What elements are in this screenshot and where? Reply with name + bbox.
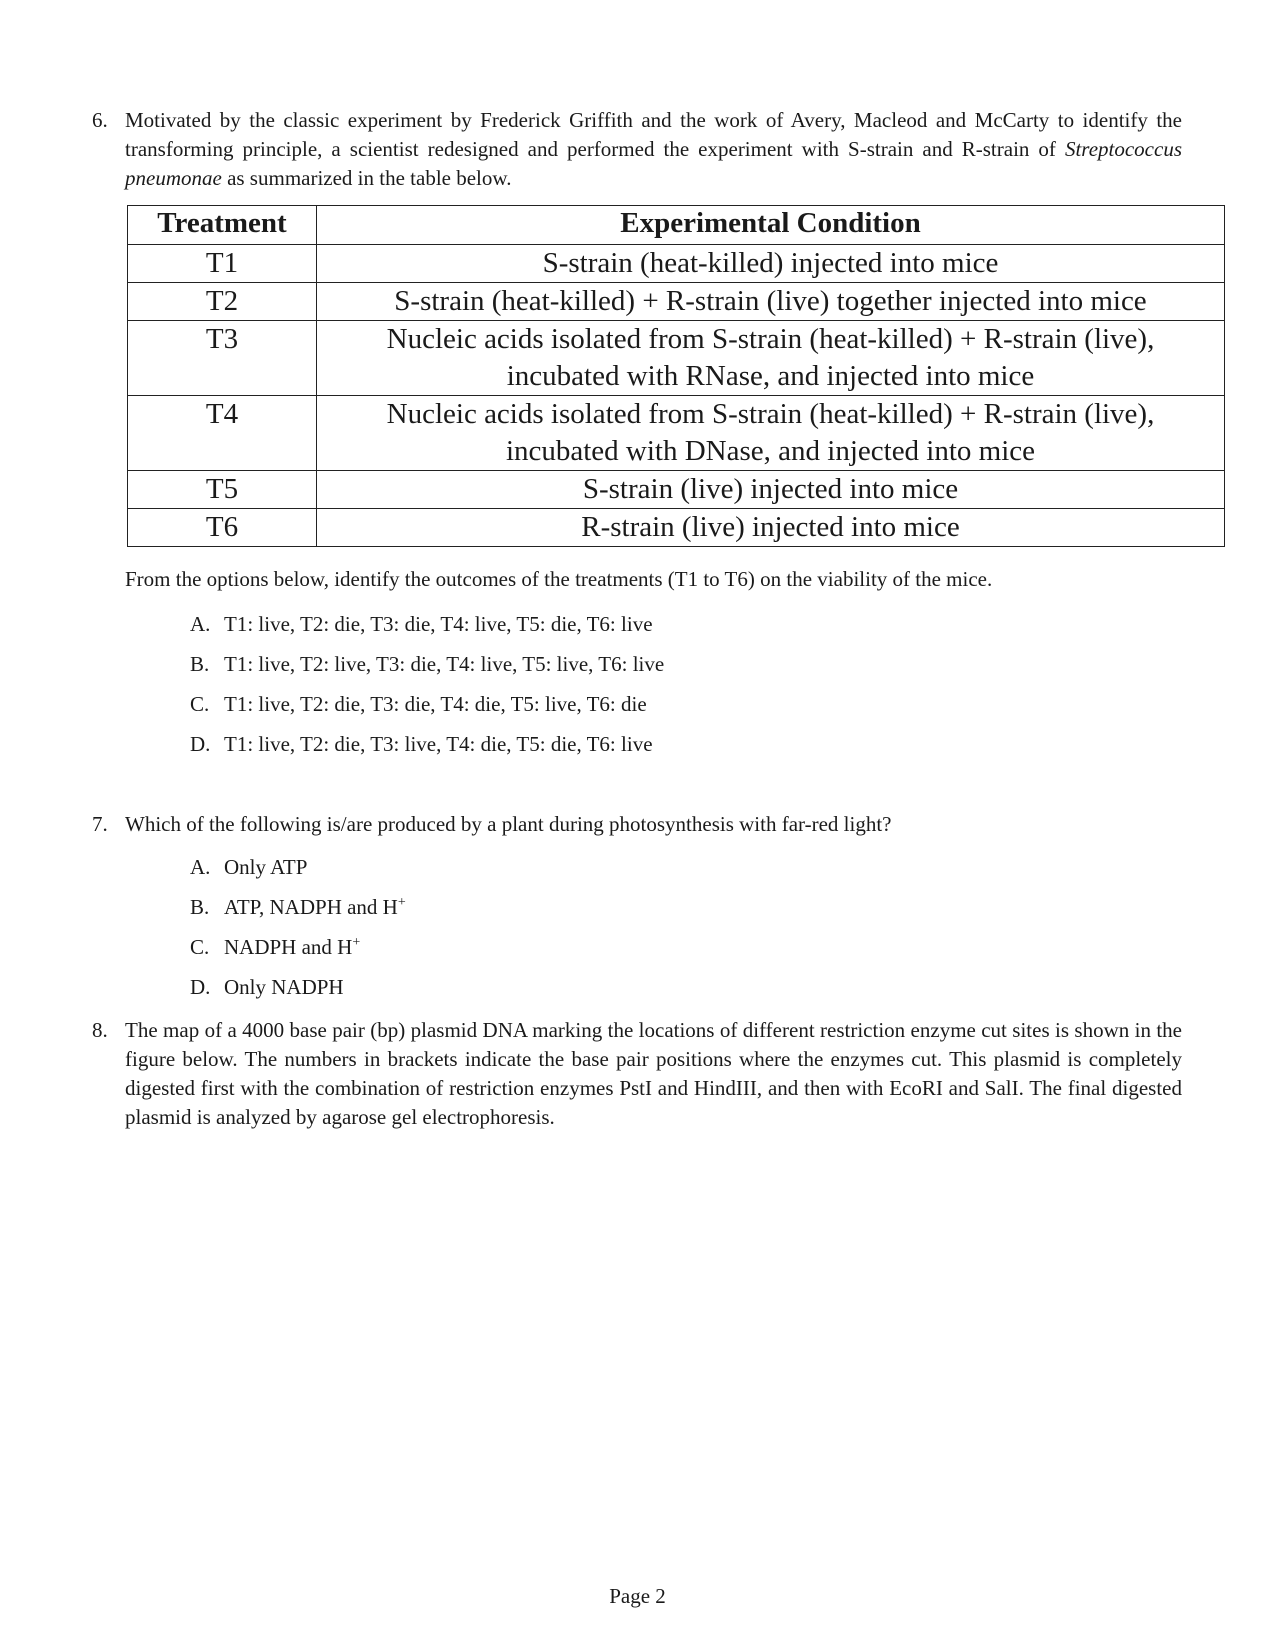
option-letter: D. xyxy=(190,732,211,756)
condition-cell xyxy=(317,321,1225,396)
option-text: Only NADPH xyxy=(224,975,344,999)
answer-option-c[interactable] xyxy=(190,684,1182,724)
option-text: NADPH and H xyxy=(224,935,353,959)
answer-options xyxy=(190,847,1182,1007)
question-prompt: From the options below, identify the outcomes of the treatments (T1 to T6) on the viability of the mice. xyxy=(125,567,993,591)
answer-option-a[interactable] xyxy=(190,847,1182,887)
table-row xyxy=(128,245,1225,283)
option-text: T1: live, T2: die, T3: live, T4: die, T5: die, T6: live xyxy=(224,732,653,756)
question-8 xyxy=(92,1016,1182,1132)
question-text xyxy=(125,106,1182,193)
option-text: T1: live, T2: live, T3: die, T4: live, T5: live, T6: live xyxy=(224,652,665,676)
answer-option-c[interactable] xyxy=(190,927,1182,967)
option-letter: C. xyxy=(190,935,210,959)
condition-line: S-strain (heat-killed) + R-strain (live) together injected into mice xyxy=(394,285,1147,317)
superscript-plus: + xyxy=(352,935,361,950)
option-letter: C. xyxy=(190,692,210,716)
treatment-cell: T5 xyxy=(128,471,317,509)
answer-option-b[interactable] xyxy=(190,644,1182,684)
condition-line: Nucleic acids isolated from S-strain (heat-killed) + R-strain (live), xyxy=(386,323,1155,355)
condition-line: S-strain (heat-killed) injected into mice xyxy=(542,247,999,279)
answer-option-a[interactable] xyxy=(190,604,1182,644)
superscript-plus: + xyxy=(397,895,406,910)
conditions-table-wrapper xyxy=(127,205,1225,547)
condition-line: S-strain (live) injected into mice xyxy=(582,473,959,505)
answer-options xyxy=(190,604,1182,764)
column-header-treatment: Treatment xyxy=(128,206,317,245)
table-row xyxy=(128,509,1225,547)
condition-line: Nucleic acids isolated from S-strain (heat-killed) + R-strain (live), xyxy=(386,398,1155,430)
question-text: Which of the following is/are produced by a plant during photosynthesis with far-red light? xyxy=(125,812,892,836)
species-name: Streptococcus pneumonae xyxy=(125,137,1182,190)
condition-cell xyxy=(317,509,1225,547)
question-intro-text-end: as summarized in the table below. xyxy=(221,166,512,190)
table-row xyxy=(128,283,1225,321)
option-text: T1: live, T2: die, T3: die, T4: live, T5: die, T6: live xyxy=(224,612,653,636)
question-text: The map of a 4000 base pair (bp) plasmid DNA marking the locations of different restriction enzyme cut sites is shown in the figure below. The numbers in brackets indicate the base pair positions where the enzymes cut. This plasmid is completely digested first with the combination of restriction enzymes PstI and HindIII, and then with EcoRI and SalI. The final digested plasmid is analyzed by agarose gel electrophoresis. xyxy=(125,1018,1182,1129)
option-text: ATP, NADPH and H xyxy=(224,895,398,919)
treatment-cell: T3 xyxy=(128,321,317,396)
question-7 xyxy=(92,810,1182,1007)
treatment-cell: T1 xyxy=(128,245,317,283)
table-row xyxy=(128,396,1225,471)
condition-cell xyxy=(317,396,1225,471)
condition-line: incubated with DNase, and injected into mice xyxy=(505,435,1036,467)
condition-line: incubated with RNase, and injected into mice xyxy=(506,360,1035,392)
table-header-row xyxy=(128,206,1225,245)
question-number: 8. xyxy=(92,1018,108,1042)
condition-cell xyxy=(317,283,1225,321)
treatment-cell: T6 xyxy=(128,509,317,547)
option-letter: B. xyxy=(190,895,210,919)
question-intro-text: Motivated by the classic experiment by Frederick Griffith and the work of Avery, Macleod and McCarty to identify the transforming principle, a scientist redesigned and performed the experiment with S-strain and R-strain of xyxy=(125,108,1182,161)
table-row xyxy=(128,321,1225,396)
column-header-condition: Experimental Condition xyxy=(317,206,1225,245)
option-text: T1: live, T2: die, T3: die, T4: die, T5: live, T6: die xyxy=(224,692,647,716)
option-letter: D. xyxy=(190,975,211,999)
answer-option-d[interactable] xyxy=(190,724,1182,764)
page-number: Page 2 xyxy=(609,1584,666,1608)
treatment-cell: T2 xyxy=(128,283,317,321)
table-row xyxy=(128,471,1225,509)
answer-option-b[interactable] xyxy=(190,887,1182,927)
question-number: 6. xyxy=(92,108,108,132)
conditions-table xyxy=(127,205,1225,547)
condition-cell xyxy=(317,471,1225,509)
condition-line: R-strain (live) injected into mice xyxy=(581,511,960,543)
answer-option-d[interactable] xyxy=(190,967,1182,1007)
option-letter: A. xyxy=(190,855,211,879)
option-letter: A. xyxy=(190,612,211,636)
option-letter: B. xyxy=(190,652,210,676)
option-text: Only ATP xyxy=(224,855,308,879)
treatment-cell: T4 xyxy=(128,396,317,471)
condition-cell xyxy=(317,245,1225,283)
question-number: 7. xyxy=(92,812,108,836)
question-6 xyxy=(92,106,1182,764)
